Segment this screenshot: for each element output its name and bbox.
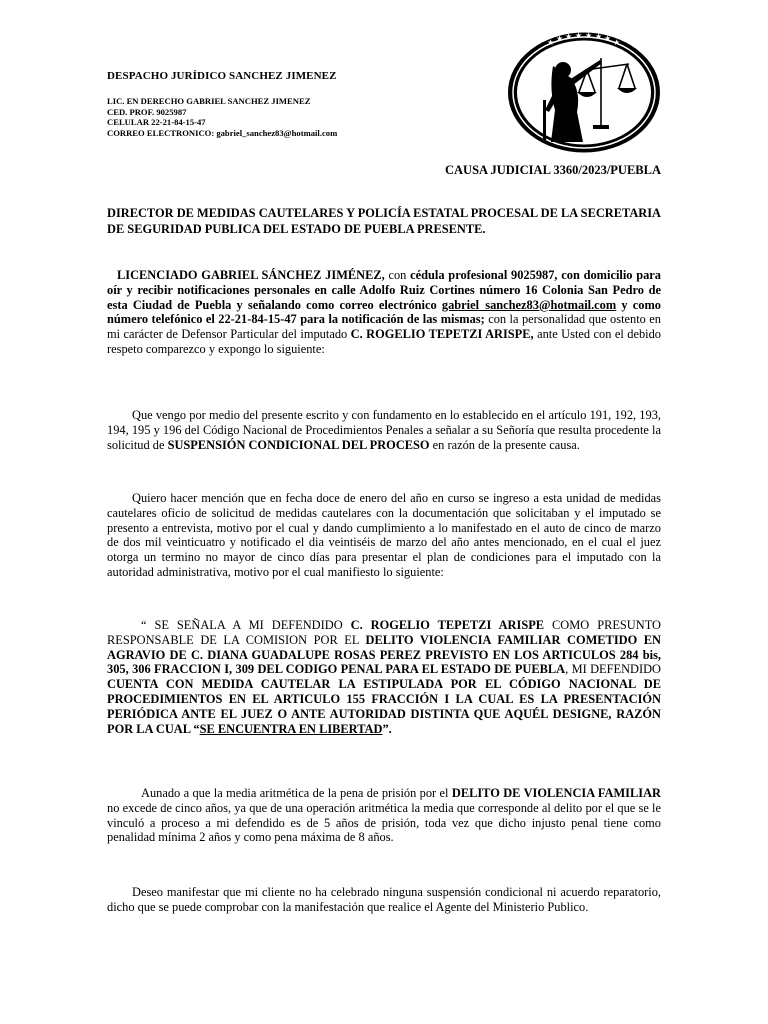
paragraph-penalty <box>107 786 661 845</box>
paragraph-background <box>107 491 661 580</box>
svg-text:★: ★ <box>556 34 564 43</box>
paragraph-quote <box>107 618 661 736</box>
text: Aunado a que la media aritmética de la pena de prisión por el <box>141 786 452 800</box>
header-line-cedula: CED. PROF. 9025987 <box>107 106 187 117</box>
case-number: CAUSA JUDICIAL 3360/2023/PUEBLA <box>444 163 661 177</box>
bold-text: CUENTA CON MEDIDA CAUTELAR LA ESTIPULADA POR EL CÓDIGO NACIONAL DE PROCEDIMIENTOS EN EL ARTICULO 155 FRACCIÓN I LA CUAL ES LA PRESENTACIÓN PERIÓDICA ANTE EL JUEZ O ANTE AUTORIDAD DISTINTA QUE AQUÉL DESIGNE, RAZÓN POR LA CUAL “ <box>107 677 661 736</box>
text: con la personalidad que ostento en mi carácter de Defensor Particular del imputado <box>107 312 661 342</box>
svg-text:★: ★ <box>585 31 593 40</box>
underlined-text: SE ENCUENTRA EN LIBERTAD <box>199 721 383 736</box>
paragraph-closing <box>107 885 661 915</box>
paragraph-intro <box>107 268 661 357</box>
svg-text:★: ★ <box>547 38 555 47</box>
svg-text:★: ★ <box>595 32 603 41</box>
text: “ SE SEÑALA A MI DEFENDIDO <box>141 618 351 632</box>
bold-text: y como número telefónico el 22-21-84-15-47 para la notificación de las mismas; <box>107 297 661 327</box>
text: no excede de cinco años, ya que de una operación aritmética la media que corresponde al delito por el que se le vinculó a proceso a mi defendido es de 5 años de prisión, toda vez que dicho injusto penal tiene como penalidad mínima 2 años y como pena máxima de 8 años. <box>107 800 661 845</box>
svg-text:★: ★ <box>604 34 612 43</box>
text: , MI DEFENDIDO <box>565 662 661 677</box>
letterhead <box>107 70 507 138</box>
svg-text:★: ★ <box>565 32 573 41</box>
text: Que vengo por medio del presente escrito y con fundamento en lo establecido en el artículo 191, 192, 193, 194, 195 y 196 del Código Nacional de Procedimientos Penales a señalar a su Señoría que resulta procedente la solicitud de <box>107 408 661 452</box>
bold-text: ”. <box>382 721 392 736</box>
bold-text: C. ROGELIO TEPETZI ARISPE <box>350 618 545 632</box>
svg-text:★: ★ <box>575 31 583 40</box>
text: COMO PRESUNTO RESPONSABLE DE LA COMISION POR EL <box>107 618 661 647</box>
text: ante Usted con el debido respeto comparezco y expongo lo siguiente: <box>107 327 661 356</box>
text: en razón de la presente causa. <box>429 437 580 452</box>
firm-name: DESPACHO JURÍDICO SANCHEZ JIMENEZ <box>107 70 337 82</box>
bold-text: DELITO DE VIOLENCIA FAMILIAR <box>451 786 661 800</box>
text: Deseo manifestar que mi cliente no ha celebrado ninguna suspensión condicional ni acuerdo reparatorio, dicho que se puede comprobar con la manifestación que realice el Agente del Ministerio Publico. <box>107 885 661 914</box>
header-line-phone: CELULAR 22-21-84-15-47 <box>107 117 206 127</box>
lawyer-name: LICENCIADO GABRIEL SÁNCHEZ JIMÉNEZ, <box>117 268 385 282</box>
paragraph-request <box>107 408 661 452</box>
header-line-email: CORREO ELECTRONICO: gabriel_sanchez83@hotmail.com <box>107 127 338 138</box>
header-line-license: LIC. EN DERECHO GABRIEL SANCHEZ JIMENEZ <box>107 96 311 106</box>
svg-text:★: ★ <box>613 38 621 47</box>
justice-scales-logo-icon <box>505 30 663 155</box>
bold-text: SUSPENSIÓN CONDICIONAL DEL PROCESO <box>167 437 430 452</box>
email-link[interactable]: gabriel_sanchez83@hotmail.com <box>441 297 617 312</box>
text: con <box>384 268 411 282</box>
addressee-block: DIRECTOR DE MEDIDAS CAUTELARES Y POLICÍA ESTATAL PROCESAL DE LA SECRETARIA DE SEGURIDAD PUBLICA DEL ESTADO DE PUEBLA PRESENTE. <box>107 206 661 236</box>
bold-text: DELITO VIOLENCIA FAMILIAR COMETIDO EN AGRAVIO DE C. DIANA GUADALUPE ROSAS PEREZ PREVISTO EN LOS ARTICULOS 284 bis, 305, 306 FRACCION I, 309 DEL CODIGO PENAL PARA EL ESTADO DE PUEBLA <box>107 632 661 677</box>
text: Quiero hacer mención que en fecha doce de enero del año en curso se ingreso a esta unidad de medidas cautelares oficio de solicitud de medidas cautelares con la documentación que solicitaban y el imputado se presento a entrevista, motivo por el cual y dando cumplimiento a lo manifestado en el auto de cinco de marzo de dos mil veinticuatro y notificado el dia veintiséis de marzo del año antes mencionado, en el cual el juez otorga un termino no mayor de cinco días para presentar el plan de condiciones para el imputado con la autoridad administrativa, motivo por el cual manifiesto lo siguiente: <box>107 491 661 579</box>
bold-text: cédula profesional 9025987, con domicilio para oír y recibir notificaciones personales en calle Adolfo Ruiz Cortines número 16 Colonia San Pedro de esta Ciudad de Puebla y señalando como correo electrónico <box>107 268 662 312</box>
defendant-name: C. ROGELIO TEPETZI ARISPE, <box>350 327 534 342</box>
